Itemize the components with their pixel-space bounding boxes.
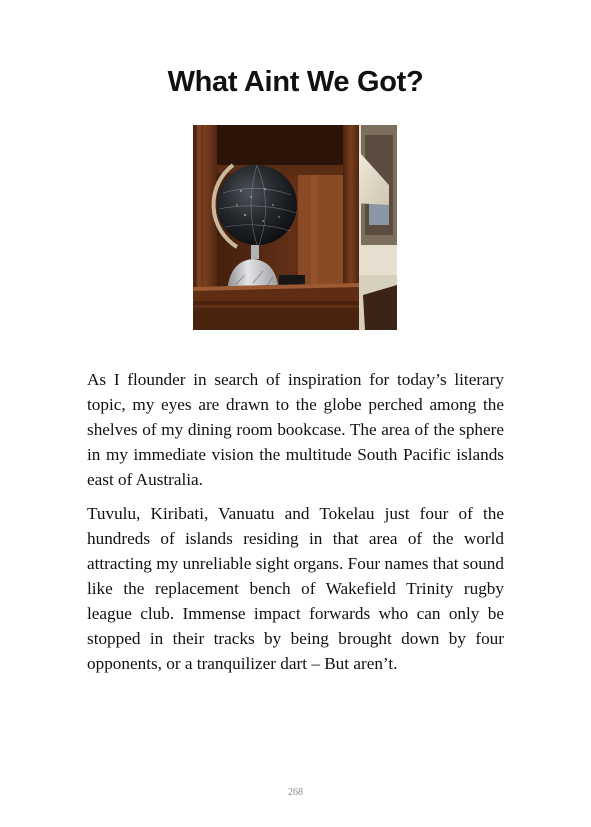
- page-title: What Aint We Got?: [167, 66, 424, 98]
- page-number: 268: [288, 787, 303, 798]
- paragraph-1: As I flounder in search of inspiration for today’s literary topic, my eyes are drawn to the globe perched among the shelves of my dining room bookcase. The area of the sphere in my immediate vision the multitude South Pacific islands east of Australia.: [87, 370, 504, 489]
- body-text: [87, 367, 504, 685]
- globe-bookshelf-photo: [193, 125, 397, 330]
- paragraph-2: Tuvulu, Kiribati, Vanuatu and Tokelau just four of the hundreds of islands residing in that area of the world attracting my unreliable sight organs. Four names that sound like the replacement bench of Wakefield Trinity rugby league club. Immense impact forwards who can only be stopped in their tracks by being brought down by four opponents, or a tranquilizer dart – But aren’t.: [87, 504, 504, 673]
